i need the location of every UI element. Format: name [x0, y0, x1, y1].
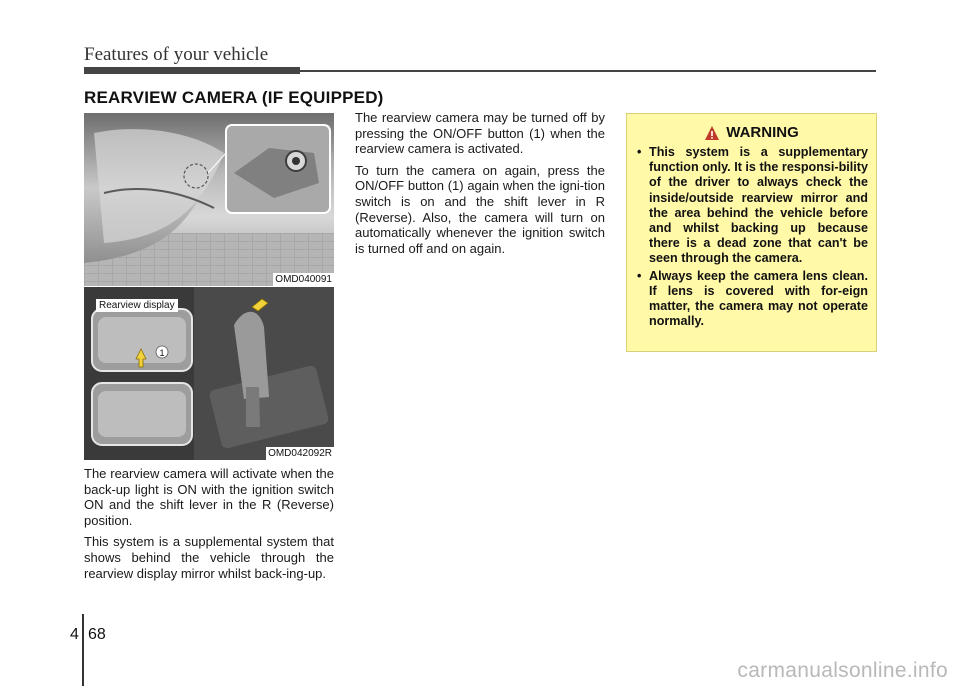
paragraph: The rearview camera will activate when the back-up light is ON with the ignition switch ON and the shift lever in the R (Reverse) position. [84, 466, 334, 528]
callout-rearview-display: Rearview display [96, 299, 178, 312]
rear-car-illustration [84, 113, 334, 286]
header-rule-thin [300, 70, 876, 72]
chapter-number: 4 [70, 626, 79, 643]
warning-item: • This system is a supplementary function only. It is the responsi-bility of the driver to always check the inside/outside rearview mirror and the area behind the vehicle before and whilst backing up because there is a dead zone that can't be seen through the camera. [635, 145, 868, 267]
section-heading: REARVIEW CAMERA (IF EQUIPPED) [84, 88, 384, 107]
figure-code-1: OMD040091 [275, 274, 332, 285]
warning-list [635, 145, 868, 329]
page-number: 68 [88, 626, 106, 643]
footer-rule [82, 614, 84, 686]
paragraph: The rearview camera may be turned off by pressing the ON/OFF button (1) when the rearview camera is activated. [355, 110, 605, 157]
watermark: carmanualsonline.info [737, 659, 948, 682]
warning-icon [704, 125, 720, 141]
warning-item: • Always keep the camera lens clean. If lens is covered with for-eign matter, the camera may not operate normally. [635, 269, 868, 330]
middle-column-text [355, 110, 605, 262]
mirror-shifter-illustration [84, 287, 334, 460]
left-column-text [84, 466, 334, 587]
figure-rear-camera [84, 113, 334, 286]
paragraph: This system is a supplemental system that shows behind the vehicle through the rearview display mirror whilst back-ing-up. [84, 534, 334, 581]
running-header: Features of your vehicle [84, 44, 269, 65]
callout-marker: 1 [159, 348, 165, 358]
warning-box [626, 113, 877, 352]
header-rule-thick [84, 67, 300, 74]
warning-title: WARNING [726, 124, 799, 141]
paragraph: To turn the camera on again, press the ON/OFF button (1) again when the igni-tion switch is on and the shift lever in R (Reverse). Also, the camera will turn on automatically whenever the ignition switch is turned off and on again. [355, 162, 605, 256]
warning-header [635, 124, 868, 141]
figure-rearview-display [84, 287, 334, 460]
figure-code-2: OMD042092R [268, 448, 332, 459]
